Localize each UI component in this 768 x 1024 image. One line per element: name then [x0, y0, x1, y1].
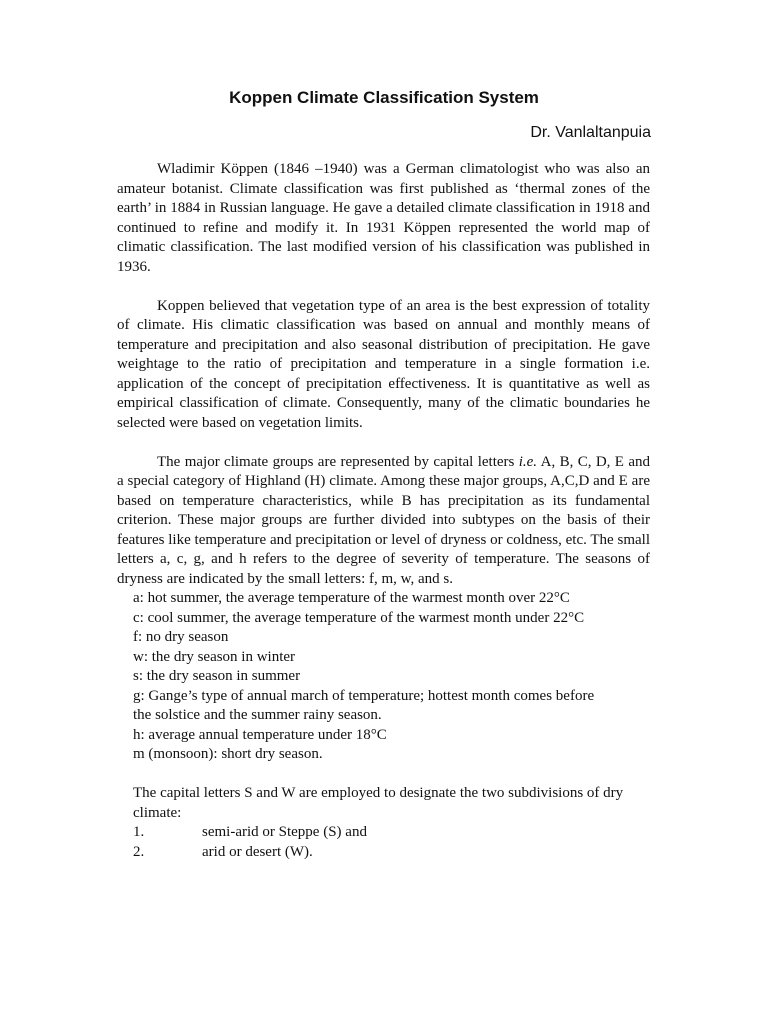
item-text: semi-arid or Steppe (S) and [202, 824, 367, 840]
author-name: Dr. Vanlaltanpuia [530, 124, 651, 141]
definition-text: m (monsoon): short dry season. [133, 746, 323, 762]
paragraph-vegetation-basis: Koppen believed that vegetation type of an area is the best expression of totality of climate. His climatic classification was based on annual and monthly means of temperature and precipitation and also seasonal distribution of precipitation. He gave weightage to the ratio of precipitation and temperature in a single formation i.e. application of the concept of precipitation effectiveness. It is quantitative as well as empirical classification of climate. Consequently, many of the climatic boundaries he selected were based on vegetation limits. [117, 297, 650, 431]
paragraph-climate-groups-start: The major climate groups are represented by capital letters [157, 453, 519, 470]
item-number: 1. [133, 824, 145, 840]
numbered-item [133, 843, 650, 863]
definition-item [133, 745, 650, 765]
ie-abbreviation: i.e. [518, 453, 538, 470]
letter-definitions-list [117, 589, 650, 765]
definition-text: s: the dry season in summer [133, 668, 301, 684]
numbered-item [133, 823, 650, 843]
paragraph-dry-climate-subdivisions: The capital letters S and W are employed to designate the two subdivisions of dry climate: [133, 785, 624, 821]
definition-item [133, 589, 650, 609]
paragraph-climate-groups [117, 453, 650, 590]
definition-continuation: the solstice and the summer rainy season. [133, 707, 382, 723]
definition-item [133, 609, 650, 629]
definition-text: g: Gange’s type of annual march of temperature; hottest month comes before [133, 687, 595, 704]
definition-item [133, 628, 650, 648]
document-body [117, 160, 650, 862]
definition-text: h: average annual temperature under 18°C [133, 726, 387, 743]
item-text: arid or desert (W). [202, 843, 313, 860]
definition-text: w: the dry season in winter [133, 648, 296, 665]
definition-text: a: hot summer, the average temperature of the warmest month over 22°C [133, 590, 570, 606]
paragraph-climate-groups-rest: A, B, C, D, E and a special category of Highland (H) climate. Among these major groups, A,C,D and E are based on temperature characteristics, while B has precipitation as its fundamental criterion. These major groups are further divided into subtypes on the basis of their features like temperature and precipitation or level of dryness or coldness, etc. The small letters a, c, g, and h refers to the degree of severity of temperature. The seasons of dryness are indicated by the small letters: f, m, w, and s. [117, 453, 650, 587]
definition-text: c: cool summer, the average temperature of the warmest month under 22°C [133, 609, 585, 626]
item-number: 2. [133, 843, 145, 860]
definition-item [133, 667, 650, 687]
paragraph-koppen-biography: Wladimir Köppen (1846 –1940) was a German climatologist who was also an amateur botanist. Climate classification was first published as ‘thermal zones of the earth’ in 1884 in Russian language. He gave a detailed climate classification in 1918 and continued to refine and modify it. In 1931 Köppen represented the world map of climatic classification. The last modified version of his classification was published in 1936. [117, 161, 650, 275]
document-title: Koppen Climate Classification System [229, 88, 539, 107]
dry-climate-numbered-list [117, 823, 650, 862]
definition-item [133, 648, 650, 668]
definition-item [133, 687, 650, 726]
definition-text: f: no dry season [133, 629, 229, 645]
definition-item [133, 726, 650, 746]
